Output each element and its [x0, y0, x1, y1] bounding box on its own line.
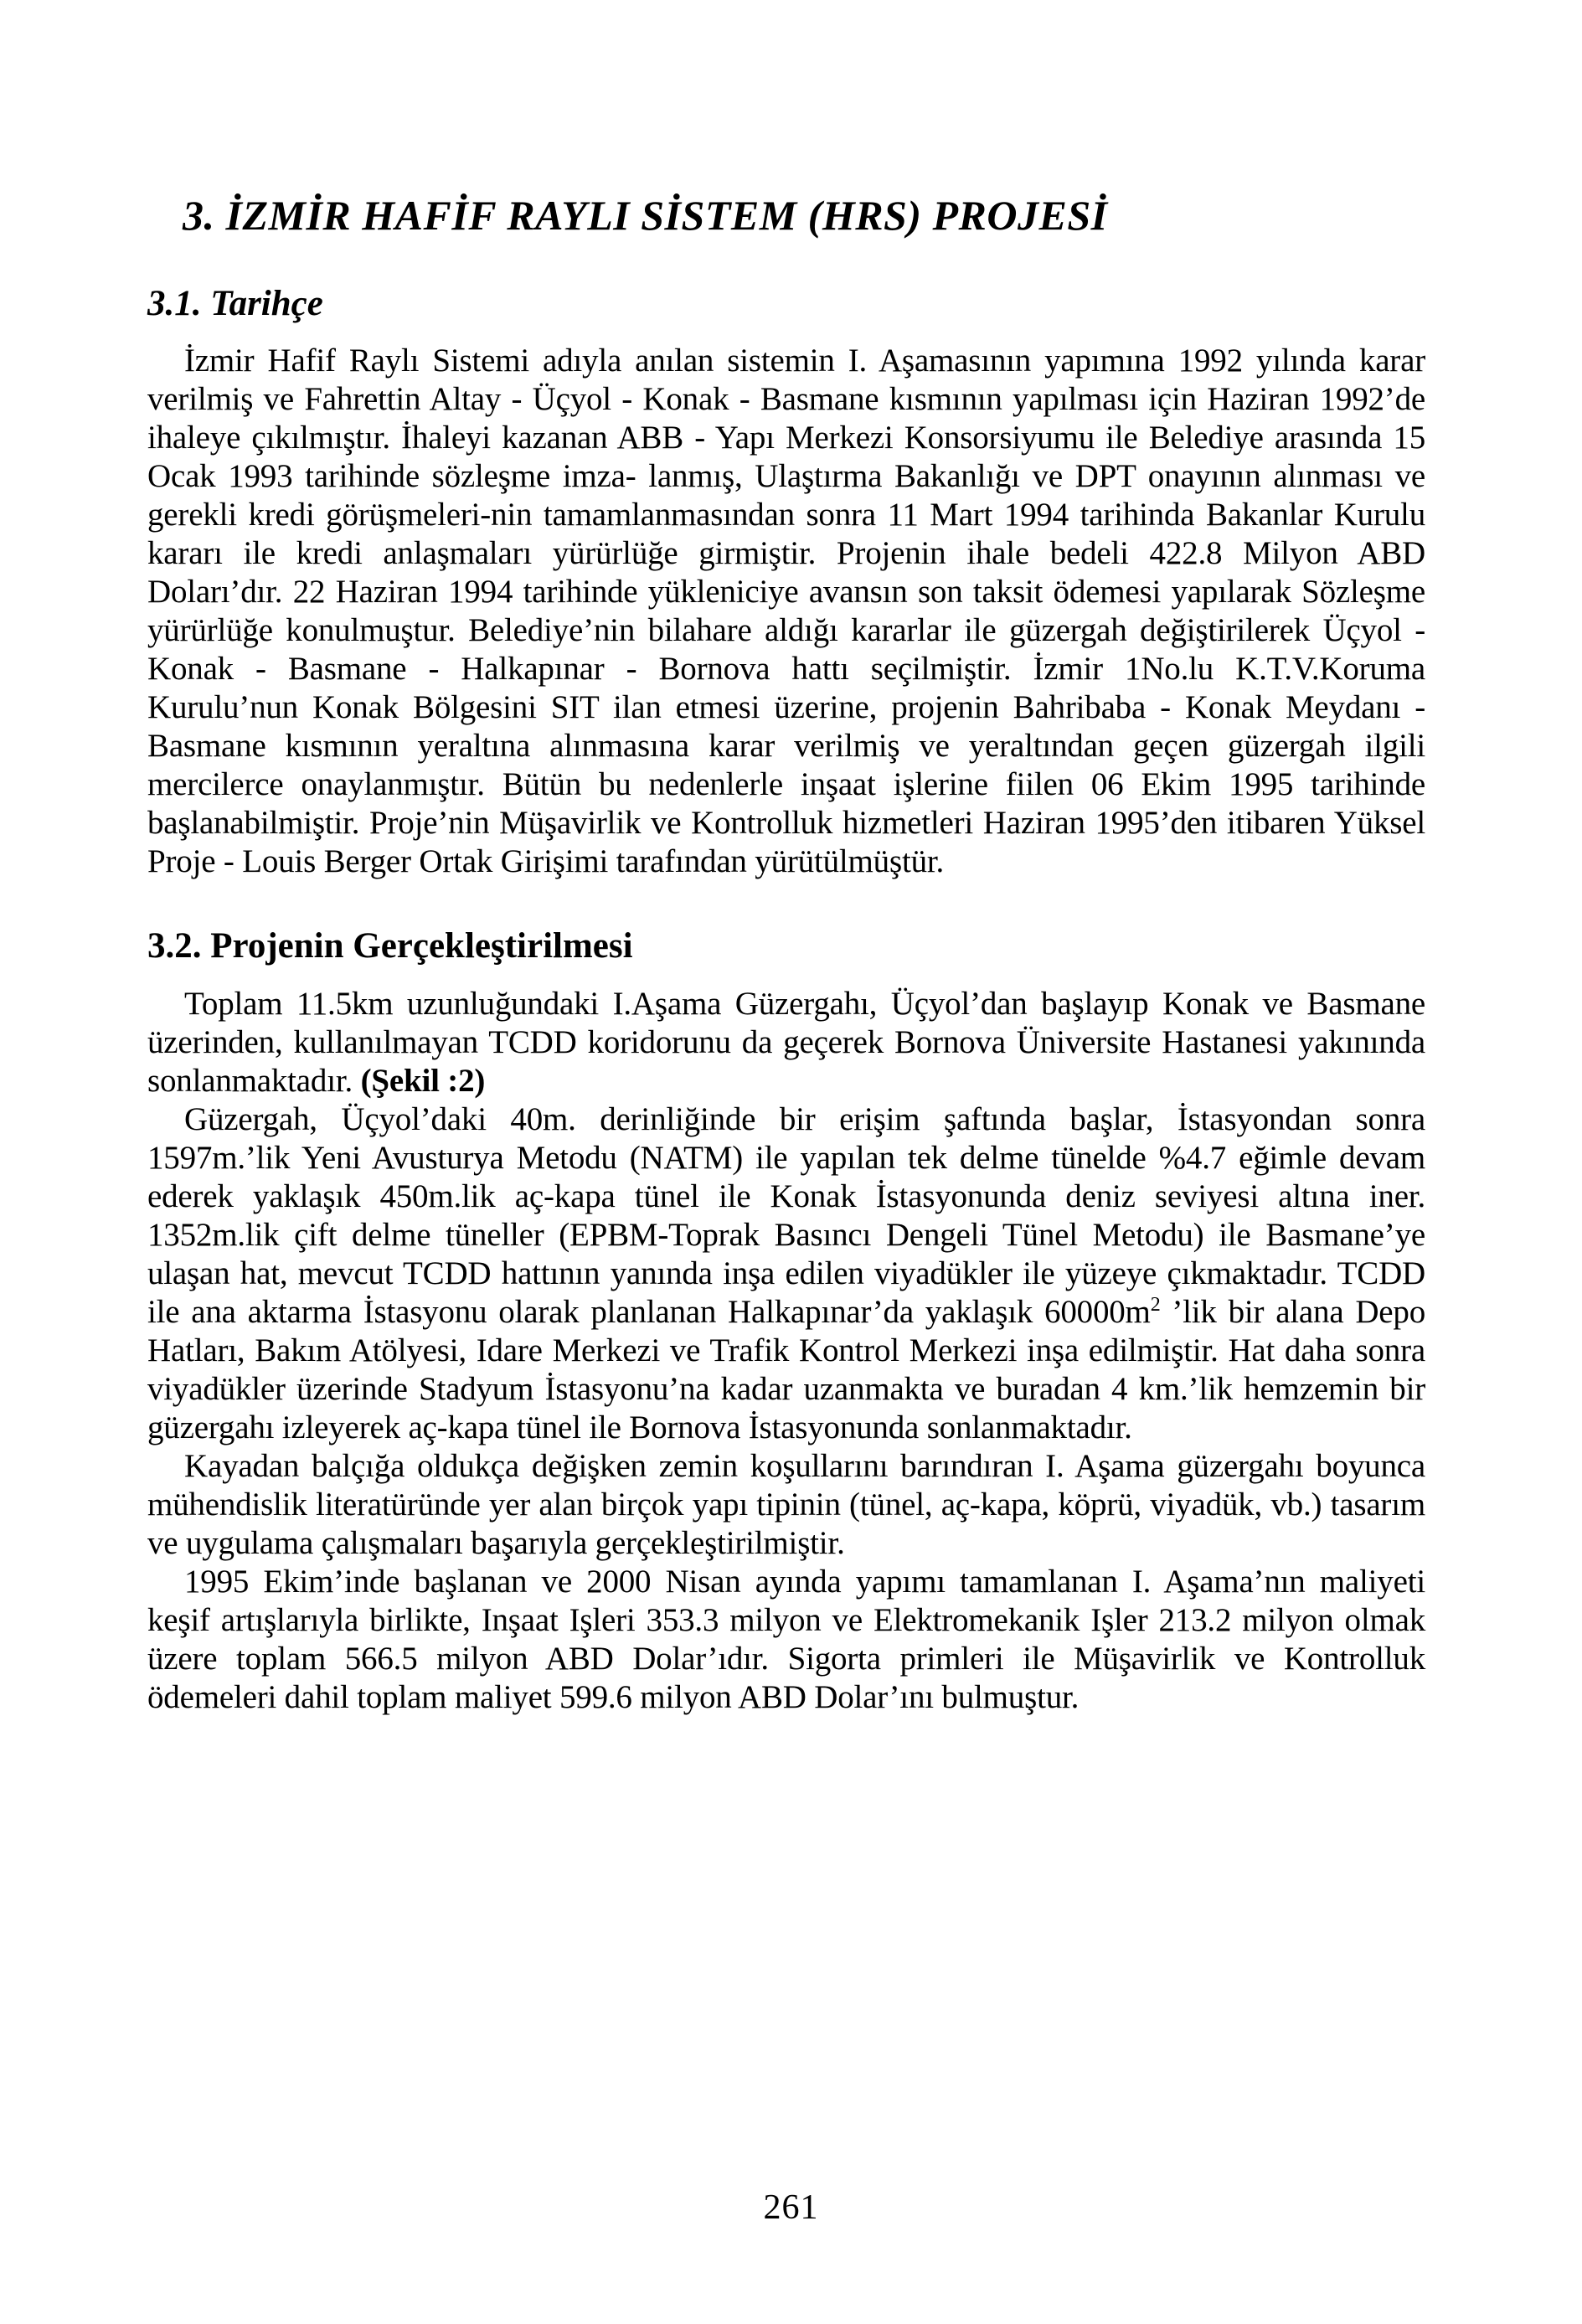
section-31-heading: 3.1. Tarihçe: [147, 284, 323, 323]
paragraph-text: Toplam 11.5km uzunluğundaki I.Aşama Güzergahı, Üçyol’dan başlayıp Konak ve Basmane üzerinden, kullanılmayan TCDD koridorunu da geçerek Bornova Üniversite Hastanesi yakınında sonlanmaktadır.: [147, 985, 1425, 1099]
superscript-2: 2: [1150, 1293, 1161, 1316]
document-title: 3. İZMİR HAFİF RAYLI SİSTEM (HRS) PROJESİ: [183, 192, 1108, 239]
paragraph-text: ’lik bir alana Depo Hatları, Bakım Atölyesi, Idare Merkezi ve Trafik Kontrol Merkezi inşa edilmiştir. Hat daha sonra viyadükler üzerinde Stadyum İstasyonu’na kadar uzanmakta ve buradan 4 km.’lik hemzemin bir güzergahı izleyerek aç-kapa tünel ile Bornova İstasyonunda sonlanmaktadır.: [147, 1293, 1425, 1445]
section-32-heading: 3.2. Projenin Gerçekleştirilmesi: [147, 926, 633, 966]
section-32-paragraph-1: [147, 985, 1425, 1100]
section-32-paragraph-4: 1995 Ekim’inde başlanan ve 2000 Nisan ayında yapımı tamamlanan I. Aşama’nın maliyeti keşif artışlarıyla birlikte, Inşaat Işleri 353.3 milyon ve Elektromekanik Işler 213.2 milyon olmak üzere toplam 566.5 milyon ABD Dolar’ıdır. Sigorta primleri ile Müşavirlik ve Kontrolluk ödemeleri dahil toplam maliyet 599.6 milyon ABD Dolar’ını bulmuştur.: [147, 1563, 1425, 1715]
paragraph-text: Güzergah, Üçyol’daki 40m. derinliğinde bir erişim şaftında başlar, İstasyondan sonra 1597m.’lik Yeni Avusturya Metodu (NATM) ile yapılan tek delme tünelde %4.7 eğimle devam ederek yaklaşık 450m.lik aç-kapa tünel ile Konak İstasyonunda deniz seviyesi altına iner. 1352m.lik çift delme tüneller (EPBM-Toprak Basıncı Dengeli Tünel Metodu) ile Basmane’ye ulaşan hat, mevcut TCDD hattının yanında inşa edilen viyadükler ile yüzeye çıkmaktadır. TCDD ile ana aktarma İstasyonu olarak planlanan Halkapınar’da yaklaşık 60000m: [147, 1100, 1425, 1330]
section-31-paragraph: İzmir Hafif Raylı Sistemi adıyla anılan sistemin I. Aşamasının yapımına 1992 yılında karar verilmiş ve Fahrettin Altay - Üçyol - Konak - Basmane kısmının yapılması için Haziran 1992’de ihaleye çıkılmıştır. İhaleyi kazanan ABB - Yapı Merkezi Konsorsiyumu ile Belediye arasında 15 Ocak 1993 tarihinde sözleşme imza- lanmış, Ulaştırma Bakanlığı ve DPT onayının alınması ve gerekli kredi görüşmeleri-nin tamamlanmasından sonra 11 Mart 1994 tarihinda Bakanlar Kurulu kararı ile kredi anlaşmaları yürürlüğe girmiştir. Projenin ihale bedeli 422.8 Milyon ABD Doları’dır. 22 Haziran 1994 tarihinde yükleniciye avansın son taksit ödemesi yapılarak Sözleşme yürürlüğe konulmuştur. Belediye’nin bilahare aldığı kararlar ile güzergah değiştirilerek Üçyol - Konak - Basmane - Halkapınar - Bornova hattı seçilmiştir. İzmir 1No.lu K.T.V.Koruma Kurulu’nun Konak Bölgesini SIT ilan etmesi üzerine, projenin Bahribaba - Konak Meydanı - Basmane kısmının yeraltına alınmasına karar verilmiş ve yeraltından geçen güzergah ilgili mercilerce onaylanmıştır. Bütün bu nedenlerle inşaat işlerine fiilen 06 Ekim 1995 tarihinde başlanabilmiştir. Proje’nin Müşavirlik ve Kontrolluk hizmetleri Haziran 1995’den itibaren Yüksel Proje - Louis Berger Ortak Girişimi tarafından yürütülmüştür.: [147, 343, 1425, 880]
figure-reference: (Şekil :2): [360, 1062, 486, 1099]
section-32-paragraph-2: [147, 1100, 1425, 1447]
page-content: [147, 193, 1425, 1717]
section-32-paragraph-3: Kayadan balçığa oldukça değişken zemin koşullarını barındıran I. Aşama güzergahı boyunca mühendislik literatüründe yer alan birçok yapı tipinin (tünel, aç-kapa, köprü, viyadük, vb.) tasarım ve uygulama çalışmaları başarıyla gerçekleştirilmiştir.: [147, 1447, 1425, 1561]
page-number: 261: [763, 2188, 819, 2227]
